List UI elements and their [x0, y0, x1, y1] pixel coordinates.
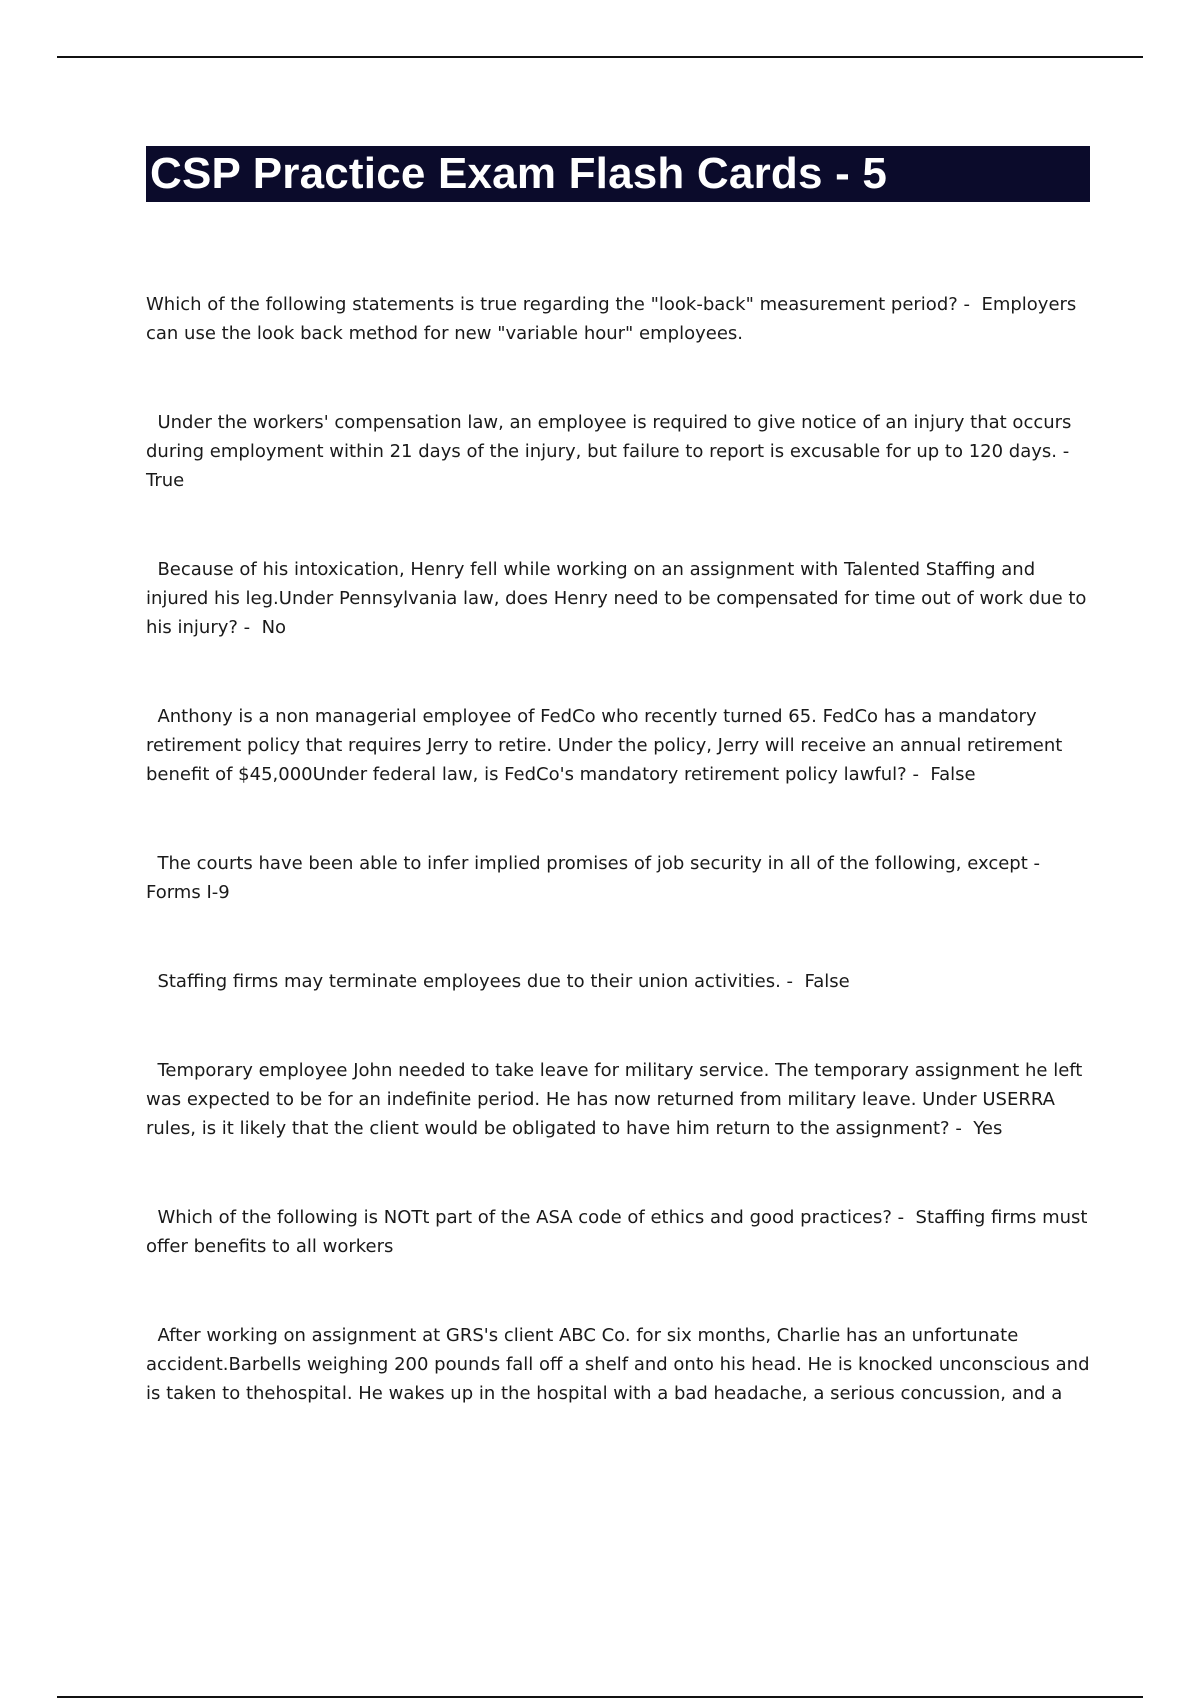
title-banner: [146, 146, 1090, 202]
top-rule: [57, 56, 1143, 58]
flash-card: Under the workers' compensation law, an employee is required to give notice of an injury that occurs during employment within 21 days of the injury, but failure to report is excusable for up to 120 days. - True: [146, 412, 1078, 491]
flash-card-list: [146, 290, 1096, 1468]
flash-card: The courts have been able to infer implied promises of job security in all of the following, except - Forms I-9: [146, 853, 1046, 903]
flash-card: Temporary employee John needed to take leave for military service. The temporary assignment he left was expected to be for an indefinite period. He has now returned from military leave. Under USERRA rules, is it likely that the client would be obligated to have him return to the assignment? - Yes: [146, 1060, 1089, 1139]
flash-card: Staffing firms may terminate employees due to their union activities. - False: [146, 971, 850, 992]
flash-card: Which of the following is NOTt part of the ASA code of ethics and good practices? - Staffing firms must offer benefits to all workers: [146, 1207, 1094, 1257]
flash-card: Because of his intoxication, Henry fell while working on an assignment with Talented Staffing and injured his leg.Under Pennsylvania law, does Henry need to be compensated for time out of work due to his injury? - No: [146, 559, 1093, 638]
flash-card: Anthony is a non managerial employee of FedCo who recently turned 65. FedCo has a mandatory retirement policy that requires Jerry to retire. Under the policy, Jerry will receive an annual retirement benefit of $45,000Under federal law, is FedCo's mandatory retirement policy lawful? - False: [146, 706, 1069, 785]
page-title: CSP Practice Exam Flash Cards - 5: [150, 149, 888, 198]
flash-card: After working on assignment at GRS's client ABC Co. for six months, Charlie has an unfortunate accident.Barbells weighing 200 pounds fall off a shelf and onto his head. He is knocked unconscious and is taken to thehospital. He wakes up in the hospital with a bad headache, a serious concussion, and a: [146, 1325, 1096, 1404]
flash-card: Which of the following statements is true regarding the "look-back" measurement period? - Employers can use the look back method for new "variable hour" employees.: [146, 294, 1083, 344]
bottom-rule: [57, 1696, 1143, 1698]
